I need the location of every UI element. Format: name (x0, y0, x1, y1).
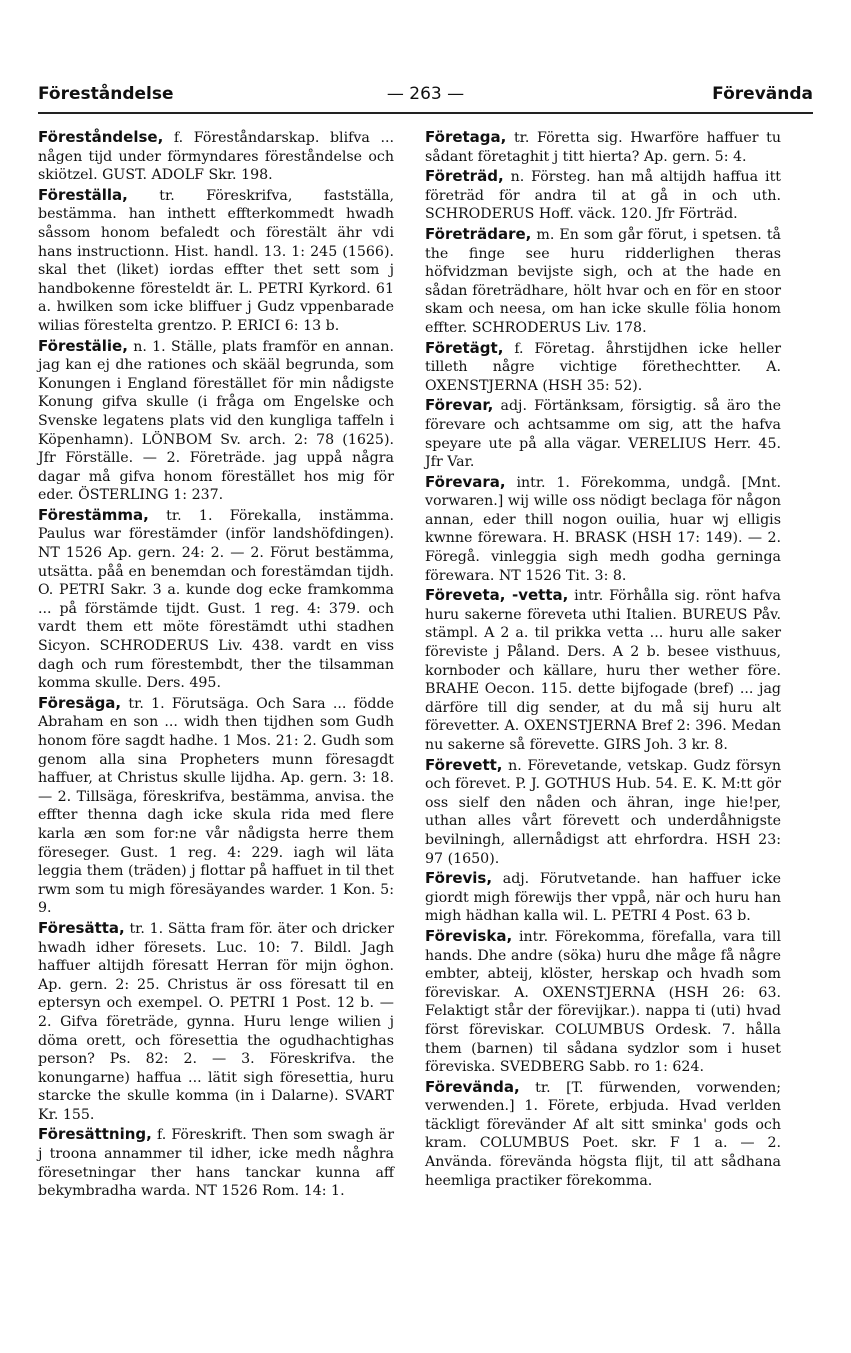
page-number: — 263 — (386, 84, 465, 104)
headword: Förevis, (425, 869, 493, 888)
definition: n. 1. Ställe, plats framför en annan. jag kan ej dhe rationes och skääl begrunda, som Konungen i England förestället för min nådigste Konung gifva skulle (i fråga om Engelske och Svenske legatens plats vid den kungliga taffeln i Köpenhamn). LÖNBOM Sv. arch. 2: 78 (1625). Jfr Förställe. — 2. Företräde. jag uppå några dagar må gifva honom förestället hos mig för eder. ÖSTERLING 1: 237. (38, 338, 394, 504)
entry (38, 186, 394, 336)
left-column (38, 128, 394, 1202)
definition: intr. Förhålla sig. rönt hafva huru sakerne föreveta uthi Italien. BUREUS Påv. stämpl. A 2 a. til prikka vetta ... huru alle saker föreviste j Påland. Ders. A 2 b. besee visthuus, kornboder och källare, huru ther wether före. BRAHE Oecon. 115. dette bijfogade (bref) ... jag därföre till dig sender, at du må sij huru alt förevetter. A. OXENSTJERNA Bref 2: 396. Medan nu sakerne så förevette. GIRS Joh. 3 kr. 8. (425, 588, 781, 753)
entry (425, 473, 781, 586)
page-header (38, 84, 813, 114)
header-rule (38, 112, 813, 114)
definition: tr. Föreskrifva, fastställa, bestämma. han inthett effterkommedt hwadh såssom honom befaledt och förestält ähr vdi hans instructionn. Hist. handl. 13. 1: 245 (1566). skal thet (liket) iordas effter thet sett som j handbokenne föresteldt är. L. PETRI Kyrkord. 61 a. hwilken som icke bliffuer j Gudz vppenbarade wilias förestelta grentzo. P. ERICI 6: 13 b. (38, 187, 394, 334)
definition: tr. 1. Förekalla, instämma. Paulus war förestämder (inför landshöfdingen). NT 1526 Ap. gern. 24: 2. — 2. Förut bestämma, utsätta. påå en benemdan och forestämdan tijdh. O. PETRI Sakr. 3 a. kunde dog ecke framkomma ... på förstämde tijdt. Gust. 1 reg. 4: 379. och vardt them ett möte förestämdt uthi stadhen Sicyon. SCHRODERUS Liv. 438. vardt en viss dagh och rum förestembdt, ther the tilsamman komma skulle. Ders. 495. (38, 507, 394, 692)
entry (425, 586, 781, 754)
headword: Företräd, (425, 167, 504, 186)
headword: Föreviska, (425, 926, 513, 945)
headword: Föresätta, (38, 918, 125, 937)
headword: Företrädare, (425, 224, 532, 243)
entry (425, 927, 781, 1077)
entry (425, 869, 781, 926)
headword: Förevar, (425, 396, 494, 415)
header-left-guideword: Föreståndelse (38, 84, 174, 104)
definition: tr. 1. Sätta fram för. äter och dricker hwadh idher föresets. Luc. 10: 7. Bildl. Jagh haffuer altijdh föresatt Herran för mijn öghon. Ap. gern. 2: 25. Christus är oss föresatt til en eptersyn och exempel. O. PETRI 1 Post. 12 b. — 2. Gifva företräde, gynna. Huru lenge wilien j döma orett, och föresettia the ogudhachtighas person? Ps. 82: 2. — 3. Föreskrifva. the konungarne) haffua ... lätit sigh föresettia, huru starcke the skulle komma (in i Dalarne). SVART Kr. 155. (38, 920, 394, 1123)
definition: f. Föreståndarskap. blifva ... någen tijd under förmyndares föreståndelse och skiötzel. GUST. ADOLF Skr. 198. (38, 130, 394, 184)
entry (38, 506, 394, 693)
entry (38, 1125, 394, 1200)
definition: f. Föreskrift. Then som swagh är j troona annammer til idher, icke medh någhra föresetningar ther hans tanckar kunna aff bekymbradha warda. NT 1526 Rom. 14: 1. (38, 1127, 394, 1200)
headword: Förestälie, (38, 336, 128, 355)
entry (425, 756, 781, 869)
headword: Föreveta, -vetta, (425, 586, 569, 605)
definition: tr. [T. fürwenden, vorwenden; verwenden.] 1. Förete, erbjuda. Hvad verlden täckligt förevänder Af alt sitt sminka' gods och kram. COLUMBUS Poet. skr. F 1 a. — 2. Använda. förevända högsta flijt, til att sådhana heemliga practiker förekomma. (425, 1079, 781, 1189)
definition: tr. 1. Förutsäga. Och Sara ... födde Abraham en son ... widh then tijdhen som Gudh honom före sagdt hadhe. 1 Mos. 21: 2. Gudh som genom alla sina Propheters munn föresagdt haffuer, at Christus skulle lijdha. Ap. gern. 3: 18. — 2. Tillsäga, föreskrifva, bestämma, anvisa. the effter thenna dagh icke skula rida med flere karla æn som for:ne vår nådigsta herre them föreseger. Gust. 1 reg. 4: 229. iagh wil läta leggia them (träden) j flottar på haffuet in til thet rwm som tu migh föresäyandes warder. 1 Kon. 5: 9. (38, 695, 394, 917)
definition: intr. 1. Förekomma, undgå. [Mnt. vorwaren.] wij wille oss nödigt beclaga för någon annan, eder thill nogon ouilia, huar wj elligis kwnne förewara. H. BRASK (HSH 17: 149). — 2. Föregå. vinleggia sigh medh godha gerninga förewara. NT 1526 Tit. 3: 8. (425, 474, 781, 584)
entry (425, 339, 781, 396)
entry (38, 694, 394, 918)
entry (425, 167, 781, 224)
definition: n. Försteg. han må altijdh haffua itt företräd för andra til at gå in och uth. SCHRODERUS Hoff. väck. 120. Jfr Förträd. (425, 169, 781, 223)
headword: Förevett, (425, 755, 503, 774)
definition: adj. Förutvetande. han haffuer icke giordt migh förewijs ther vppå, när och huru han migh hädhan kalla wil. L. PETRI 4 Post. 63 b. (425, 871, 781, 925)
headword: Företägt, (425, 338, 504, 357)
definition: m. En som går förut, i spetsen. tå the finge see huru ridderlighen theras höfvidzman bevijste sigh, och at the hade en sådan företrädhare, hölt hvar och en för en stoor skam och neesa, om han icke skulle fölia honom effter. SCHRODERUS Liv. 178. (425, 226, 781, 336)
headword: Företaga, (425, 128, 507, 146)
definition: f. Företag. åhrstijdhen icke heller tilleth någre vichtige förethechtter. A. OXENSTJERNA (HSH 35: 52). (425, 340, 781, 394)
header-right-guideword: Förevända (712, 84, 813, 104)
definition: adj. Förtänksam, försigtig. så äro the förevare och achtsamme om sig, att the hafva speyare ute på alla vägar. VERELIUS Herr. 45. Jfr Var. (425, 398, 781, 471)
definition: intr. Förekomma, förefalla, vara till hands. Dhe andre (söka) huru dhe måge få någre embter, abteij, klöster, herskap och hvadh som föreviskar. A. OXENSTJERNA (HSH 26: 63. Felaktigt står der förevijkar.). nappa ti (uti) hvad först föreviskar. COLUMBUS Ordesk. 7. hålla them (barnen) til sådana sydzlor som i huset föreviska. SVEDBERG Sabb. ro 1: 624. (425, 928, 781, 1076)
definition: n. Förevetande, vetskap. Gudz försyn och förevet. P. J. GOTHUS Hub. 54. E. K. M:tt gör oss sielf den nåden och ähran, inge hie!per, uthan alles vårt förevett och underdåhnigste bevilningh, allernådigst att ehrfordra. HSH 23: 97 (1650). (425, 757, 781, 867)
headword: Föresättning, (38, 1125, 152, 1144)
entry (38, 128, 394, 185)
entry (38, 919, 394, 1125)
definition: tr. Företta sig. Hwarföre haffuer tu sådant företaghit j titt hierta? Ap. gern. 5: 4. (425, 130, 781, 165)
entry (425, 396, 781, 471)
headword: Föreståndelse, (38, 128, 164, 146)
headword: Förevända, (425, 1077, 520, 1096)
entry (425, 1078, 781, 1191)
headword: Föresäga, (38, 693, 122, 712)
entry (38, 337, 394, 505)
right-column (425, 128, 781, 1191)
headword: Förestämma, (38, 505, 149, 524)
entry (425, 225, 781, 338)
headword: Föreställa, (38, 185, 128, 204)
entry (425, 128, 781, 166)
headword: Förevara, (425, 472, 506, 491)
